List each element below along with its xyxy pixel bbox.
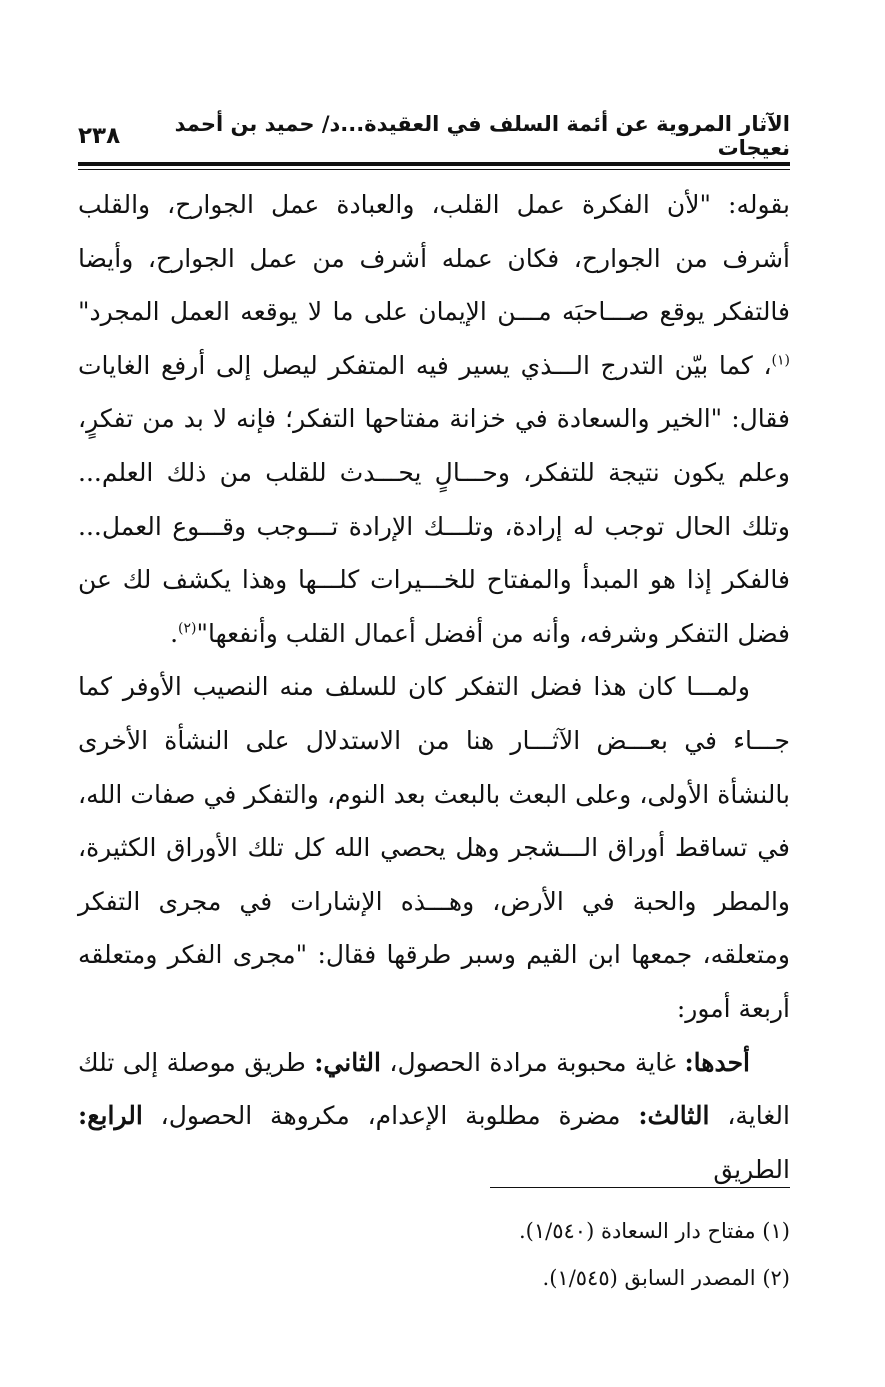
footnote-2: (٢) المصدر السابق (١/٥٤٥). <box>542 1266 790 1290</box>
text-fourth: الطريق <box>713 1154 790 1184</box>
paragraph-1 <box>78 178 790 660</box>
footnote-separator <box>490 1187 790 1188</box>
footnotes <box>78 1208 790 1302</box>
running-title: الآثار المروية عن أئمة السلف في العقيدة...د/ حميد بن أحمد نعيجات <box>174 112 790 160</box>
paragraph-2: ولمـــا كان هذا فضل التفكر كان للسلف منه النصيب الأوفر كما جـــاء في بعـــض الآثـــار هنا من الاستدلال على النشأة الأخرى بالنشأة الأولى، وعلى البعث بالبعث بعد النوم، والتفكر في صفات الله، في تساقط أوراق الـــشجر وهل يحصي الله كل تلك الأوراق الكثيرة، والمطر والحبة في الأرض، وهـــذه الإشارات في مجرى التفكر ومتعلقه، جمعها ابن القيم وسبر طرقها فقال: "مجرى الفكر ومتعلقه أربعة أمور: <box>78 672 790 1023</box>
paragraph-3 <box>78 1036 790 1197</box>
main-text <box>78 178 790 1196</box>
page-number: ٢٣٨ <box>78 123 121 149</box>
text-second: طريق موصلة إلى تلك الغاية، <box>78 1047 790 1131</box>
text-first: غاية محبوبة مرادة الحصول، <box>380 1047 685 1077</box>
label-second: الثاني: <box>314 1047 381 1077</box>
footnote-ref-2: (٢) <box>178 620 197 637</box>
label-third: الثالث: <box>638 1101 710 1131</box>
label-first: أحدها: <box>684 1047 750 1077</box>
running-header <box>78 112 790 160</box>
header-rule-thick <box>78 162 790 166</box>
paragraph-1-part-2: ، كما بيّن التدرج الـــذي يسير فيه المتفكر ليصل إلى أرفع الغايات فقال: "الخير والسعادة في خزانة مفتاحها التفكر؛ فإنه لا بد من تفكرٍ، وعلم يكون نتيجة للتفكر، وحـــالٍ يحـــدث للقلب من ذلك العلم... وتلك الحال توجب له إرادة، وتلـــك الإرادة تـــوجب وقـــوع العمل... فالفكر إذا هو المبدأ والمفتاح للخـــيرات كلـــها وهذا يكشف لك عن فضل التفكر وشرفه، وأنه من أفضل أعمال القلب وأنفعها" <box>78 350 790 648</box>
footnote-ref-1: (١) <box>771 352 790 369</box>
header-rule-thin <box>78 169 790 170</box>
footnote-1: (١) مفتاح دار السعادة (١/٥٤٠). <box>519 1219 790 1243</box>
text-third: مضرة مطلوبة الإعدام، مكروهة الحصول، <box>142 1101 639 1131</box>
paragraph-1-part-1: بقوله: "لأن الفكرة عمل القلب، والعبادة عمل الجوارح، والقلب أشرف من الجوارح، فكان عمله أشرف من عمل الجوارح، وأيضا فالتفكر يوقع صـــاحبَه مـــن الإيمان على ما لا يوقعه العمل المجرد" <box>78 190 790 327</box>
label-fourth: الرابع: <box>78 1101 143 1131</box>
paragraph-1-end: . <box>170 618 179 648</box>
